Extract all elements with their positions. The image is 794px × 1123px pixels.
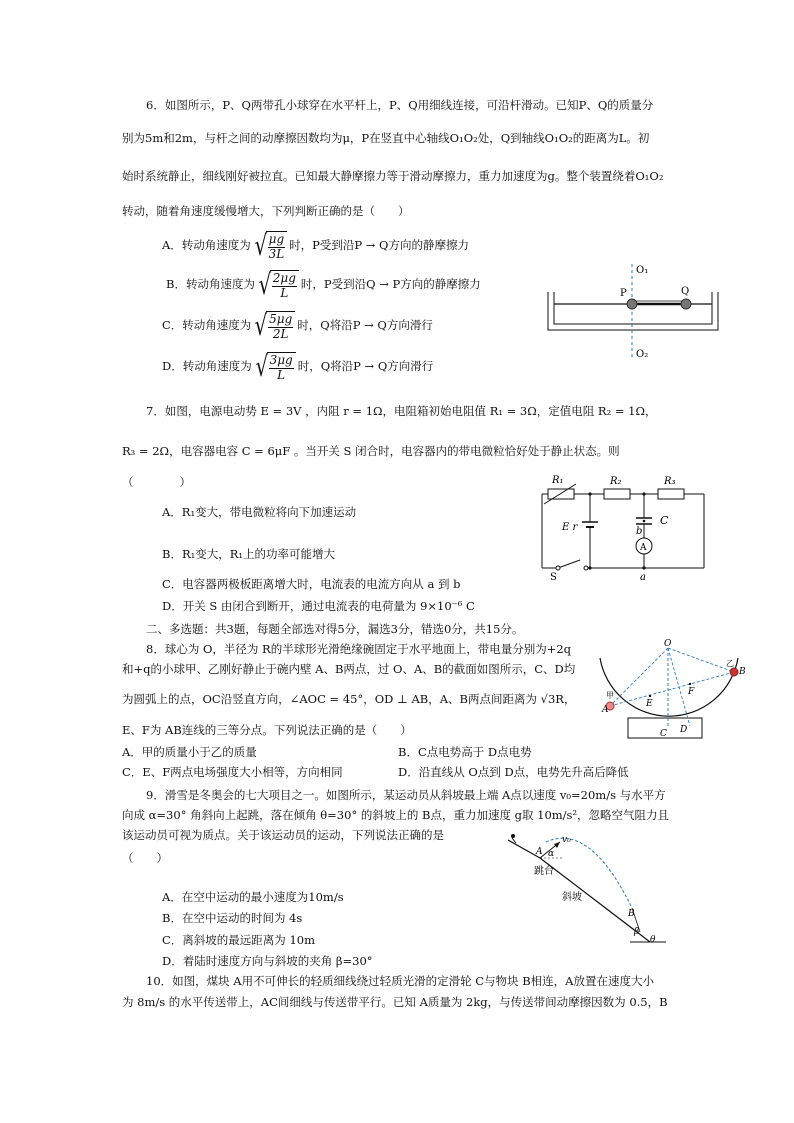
label-theta: θ <box>650 935 656 945</box>
q9-option-c[interactable]: C．离斜坡的最远距离为 10m <box>162 933 315 947</box>
r1-arrow <box>544 484 576 504</box>
q6-b-den: L <box>280 286 289 300</box>
q7-option-b[interactable]: B．R₁变大，R₁上的功率可能增大 <box>162 547 335 561</box>
label-a: A <box>602 705 609 715</box>
q9-line2: 向成 α=30° 角斜向上起跳，落在倾角 θ=30° 的斜坡上的 B点，重力加速度 g取 10m/s²，忽略空气阻力且 <box>122 808 670 822</box>
q6-option-d-suffix: 时，Q将沿P → Q方向滑行 <box>297 359 434 373</box>
oa-line <box>610 648 668 706</box>
q8-line4: E、F为 AB连线的三等分点。下列说法正确的是（ ） <box>122 723 412 737</box>
q6-line1: 6．如图所示，P、Q两带孔小球穿在水平杆上，P、Q用细线连接，可沿杆滑动。已知P、Q的质量分 <box>146 98 654 112</box>
q8-option-a[interactable]: A．甲的质量小于乙的质量 <box>122 745 257 759</box>
q6-option-d-prefix: D．转动角速度为 <box>162 359 252 373</box>
q7-circuit <box>528 472 718 582</box>
q7-option-d[interactable]: D．开关 S 由闭合到断开，通过电流表的电荷量为 9×10⁻⁶ C <box>162 599 475 613</box>
r2-box <box>604 489 630 499</box>
q6-c-num: 5μg <box>268 313 293 328</box>
q6-option-b-prefix: B．转动角速度为 <box>166 277 255 291</box>
q8-figure <box>588 636 748 744</box>
q6-option-c-suffix: 时，Q将沿P → Q方向滑行 <box>297 318 433 332</box>
label-a: A <box>536 847 543 857</box>
q7-option-c[interactable]: C．电容器两极板距离增大时，电流表的电流方向从 a 到 b <box>162 577 461 591</box>
q6-figure <box>540 258 730 364</box>
q6-ball-q <box>681 299 691 309</box>
ammeter-label: A <box>640 543 647 553</box>
label-o: O <box>664 639 672 649</box>
label-yi: 乙 <box>726 659 734 668</box>
q6-option-a-prefix: A．转动角速度为 <box>162 238 251 252</box>
label-r1: R₁ <box>552 475 564 486</box>
ball-yi <box>730 668 738 676</box>
label-er: E r <box>562 522 578 533</box>
switch-blade <box>558 560 580 568</box>
q6-a-num: μg <box>268 233 285 248</box>
label-c: C <box>660 514 669 527</box>
q7-option-a[interactable]: A．R₁变大，带电微粒将向下加速运动 <box>162 505 357 519</box>
label-tai: 跳台 <box>534 866 554 877</box>
q8-line2: 和+q的小球甲、乙刚好静止于碗内壁 A、B两点，过 O、A、B的截面如图所示，C、D均 <box>122 662 576 676</box>
ab-line <box>610 672 734 706</box>
label-r2: R₂ <box>610 476 622 487</box>
label-f: F <box>688 687 695 697</box>
q6-option-c-prefix: C．转动角速度为 <box>162 318 252 332</box>
q8-line3: 为圆弧上的点，OC沿竖直方向，∠AOC = 45°，OD ⊥ AB，A、B两点间距离为 √3R， <box>122 692 576 706</box>
q7-line1: 7．如图，电源电动势 E = 3V ，内阻 r = 1Ω，电阻箱初始电阻值 R₁ = 3Ω，定值电阻 R₂ = 1Ω， <box>146 404 657 418</box>
q9-figure <box>500 828 670 948</box>
r3-box <box>658 489 684 499</box>
q6-label-o1: O₁ <box>636 265 649 276</box>
q6-option-b[interactable] <box>166 268 481 302</box>
q8-option-b[interactable]: B．C点电势高于 D点电势 <box>398 745 532 759</box>
skier-head <box>511 834 515 838</box>
q6-line2: 别为5m和2m，与杆之间的动摩擦因数均为μ，P在竖直中心轴线O₁O₂处，Q到轴线O₁O₂的距离为L。初 <box>122 131 650 145</box>
sqrt-c: √ $\frac{5\mu g}{2L}$ <box>252 309 295 343</box>
q9-option-b[interactable]: B．在空中运动的时间为 4s <box>162 911 303 925</box>
q6-d-den: L <box>277 368 286 382</box>
label-r3: R₃ <box>664 476 676 487</box>
q7-line3: （ ） <box>122 475 191 489</box>
ob-line <box>668 648 734 672</box>
label-b: b <box>636 526 643 537</box>
q6-a-den: 3L <box>268 247 285 261</box>
label-jia: 甲 <box>606 691 614 700</box>
sqrt-b: √ $\frac{2\mu g}{L}$ <box>256 268 299 302</box>
q8-option-c[interactable]: C．E、F两点电场强度大小相等，方向相同 <box>122 765 343 779</box>
label-d: D <box>680 725 688 735</box>
label-alpha: α <box>548 849 555 859</box>
sqrt-a: √ $\frac{\mu g}{3L}$ <box>252 229 287 263</box>
label-s: S <box>550 572 557 582</box>
q9-option-a[interactable]: A．在空中运动的最小速度为10m/s <box>162 890 344 904</box>
r1-box <box>548 489 574 499</box>
label-b: B <box>739 667 746 677</box>
q6-line4: 转动，随着角速度缓慢增大，下列判断正确的是（ ） <box>122 204 410 218</box>
label-c: C <box>660 729 667 739</box>
sqrt-d: √ $\frac{3\mu g}{L}$ <box>253 350 296 384</box>
label-e: E <box>646 699 653 709</box>
q9-line3: 该运动员可视为质点。关于该运动员的运动，下列说法正确的是 <box>122 828 444 842</box>
q6-option-d[interactable] <box>162 350 433 384</box>
q6-line3: 始时系统静止，细线刚好被拉直。已知最大静摩擦力等于滑动摩擦力，重力加速度为g。整个装置绕着O₁O₂ <box>122 169 664 183</box>
q10-line1: 10．如图，煤块 A用不可伸长的轻质细线绕过轻质光滑的定滑轮 C与物块 B相连，A放置在速度大小 <box>146 974 654 988</box>
q6-label-o2: O₂ <box>636 349 649 360</box>
q6-label-q: Q <box>681 286 690 297</box>
label-v0: v₀ <box>562 835 571 845</box>
q10-line2: 为 8m/s 的水平传送带上，AC间细线与传送带平行。已知 A质量为 2kg，与传送带间动摩擦因数为 0.5，B <box>122 995 668 1009</box>
q6-option-c[interactable] <box>162 309 433 343</box>
q6-ball-p <box>627 299 637 309</box>
q6-label-p: P <box>620 288 627 299</box>
label-xiepo: 斜坡 <box>562 892 582 903</box>
q8-option-d[interactable]: D．沿直线从 O点到 D点，电势先升高后降低 <box>398 765 629 779</box>
bowl-arc <box>600 658 738 716</box>
q7-line2: R₃ = 2Ω，电容器电容 C = 6μF 。当开关 S 闭合时，电容器内的带电微粒恰好处于静止状态。则 <box>122 444 620 458</box>
label-b: B <box>628 909 635 919</box>
label-a: a <box>640 572 646 582</box>
q9-line4: （ ） <box>122 851 168 865</box>
q6-d-num: 3μg <box>269 354 294 369</box>
q6-b-num: 2μg <box>272 272 297 287</box>
q8-line1: 8．球心为 O，半径为 R的半球形光滑绝缘碗固定于水平地面上，带电量分别为+2q <box>146 642 572 656</box>
q6-c-den: 2L <box>272 327 289 341</box>
q6-option-b-suffix: 时，P受到沿Q → P方向的静摩擦力 <box>300 277 481 291</box>
q6-option-a-suffix: 时，P受到沿P → Q方向的静摩擦力 <box>289 238 469 252</box>
section2-heading: 二、多选题：共3题，每题全部选对得5分，漏选3分，错选0分，共15分。 <box>146 622 524 636</box>
q9-option-d[interactable]: D．着陆时速度方向与斜坡的夹角 β=30° <box>162 954 373 968</box>
label-beta: β <box>634 927 640 937</box>
q6-option-a[interactable] <box>162 229 469 263</box>
q9-line1: 9．滑雪是冬奥会的七大项目之一。如图所示，某运动员从斜坡最上端 A点以速度 v₀=20m/s 与水平方 <box>146 788 666 802</box>
particle <box>643 520 646 523</box>
